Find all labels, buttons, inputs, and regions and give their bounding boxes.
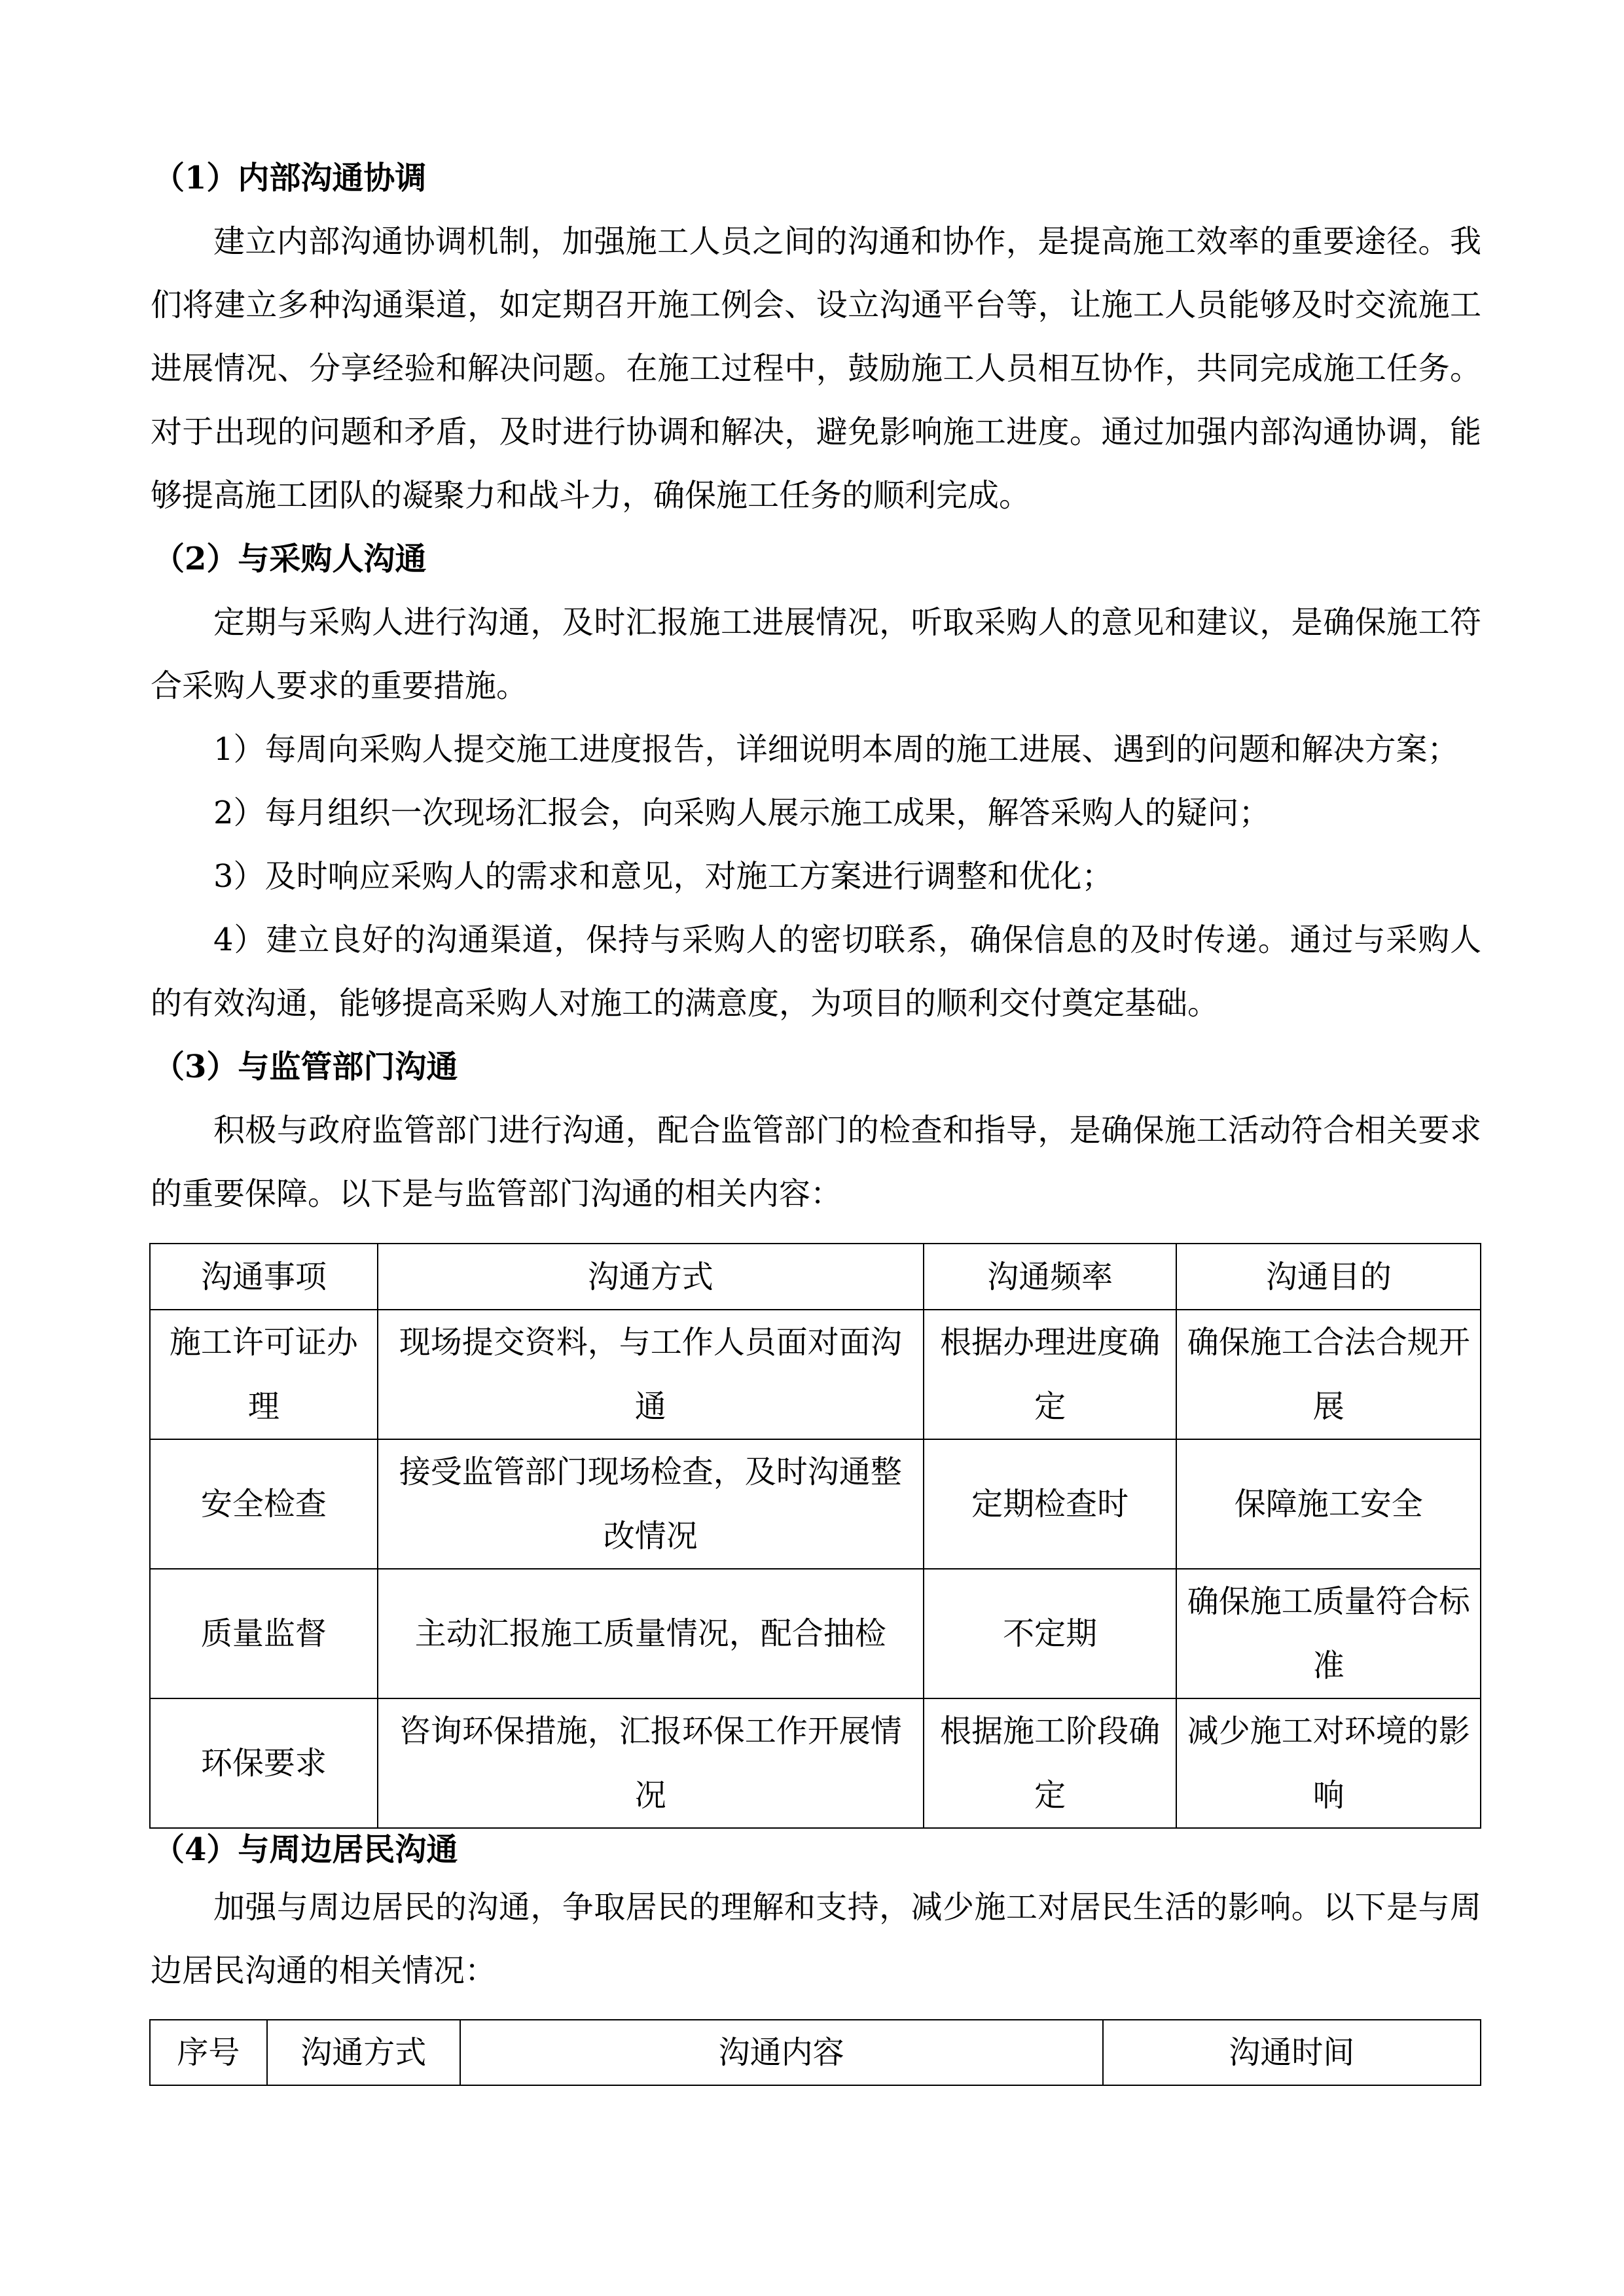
section-heading: （4）与周边居民沟通	[153, 1831, 458, 1868]
table-cell: 定期检查时	[924, 1439, 1177, 1569]
table-row	[150, 1569, 1481, 1698]
table-header-cell: 序号	[150, 2020, 267, 2085]
table-cell: 主动汇报施工质量情况，配合抽检	[378, 1569, 924, 1698]
table-cell: 安全检查	[150, 1439, 378, 1569]
table-header-cell: 沟通事项	[150, 1244, 378, 1310]
table-cell: 确保施工合法合规开展	[1176, 1310, 1481, 1439]
list-item: 3）及时响应采购人的需求和意见，对施工方案进行调整和优化；	[213, 858, 1113, 895]
table-header-cell: 沟通内容	[460, 2020, 1103, 2085]
table-header-cell: 沟通频率	[924, 1244, 1177, 1310]
table-row	[150, 1439, 1481, 1569]
table-row	[150, 1698, 1481, 1828]
table-header-row	[150, 1244, 1481, 1310]
table-cell: 施工许可证办理	[150, 1310, 378, 1439]
regulator-communication-table	[149, 1243, 1481, 1829]
table-cell: 接受监管部门现场检查，及时沟通整改情况	[378, 1439, 924, 1569]
table-header-row	[150, 2020, 1481, 2085]
section-heading: （3）与监管部门沟通	[153, 1049, 458, 1085]
section-heading: （1）内部沟通协调	[153, 160, 427, 196]
table-cell: 确保施工质量符合标准	[1176, 1569, 1481, 1698]
paragraph: 积极与政府监管部门进行沟通，配合监管部门的检查和指导，是确保施工活动符合相关要求的重要保障。以下是与监管部门沟通的相关内容：	[151, 1112, 1481, 1212]
table-cell: 保障施工安全	[1176, 1439, 1481, 1569]
table-cell: 根据办理进度确定	[924, 1310, 1177, 1439]
resident-communication-table	[149, 2019, 1481, 2086]
paragraph: 定期与采购人进行沟通，及时汇报施工进展情况，听取采购人的意见和建议，是确保施工符合采购人要求的重要措施。	[151, 604, 1481, 704]
table-cell: 咨询环保措施，汇报环保工作开展情况	[378, 1698, 924, 1828]
document-page	[151, 147, 1481, 2086]
table-header-cell: 沟通目的	[1176, 1244, 1481, 1310]
table-row	[150, 1310, 1481, 1439]
table-cell: 现场提交资料，与工作人员面对面沟通	[378, 1310, 924, 1439]
paragraph: 建立内部沟通协调机制，加强施工人员之间的沟通和协作，是提高施工效率的重要途径。我们将建立多种沟通渠道，如定期召开施工例会、设立沟通平台等，让施工人员能够及时交流施工进展情况、分享经验和解决问题。在施工过程中，鼓励施工人员相互协作，共同完成施工任务。对于出现的问题和矛盾，及时进行协调和解决，避免影响施工进度。通过加强内部沟通协调，能够提高施工团队的凝聚力和战斗力，确保施工任务的顺利完成。	[151, 223, 1481, 514]
table-cell: 不定期	[924, 1569, 1177, 1698]
table-header-cell: 沟通方式	[267, 2020, 460, 2085]
table-header-cell: 沟通方式	[378, 1244, 924, 1310]
list-item: 1）每周向采购人提交施工进度报告，详细说明本周的施工进展、遇到的问题和解决方案；	[213, 731, 1459, 768]
paragraph: 加强与周边居民的沟通，争取居民的理解和支持，减少施工对居民生活的影响。以下是与周边居民沟通的相关情况：	[151, 1889, 1481, 1989]
table-cell: 根据施工阶段确定	[924, 1698, 1177, 1828]
list-item: 2）每月组织一次现场汇报会，向采购人展示施工成果，解答采购人的疑问；	[213, 795, 1271, 831]
table-cell: 质量监督	[150, 1569, 378, 1698]
table-cell: 减少施工对环境的影响	[1176, 1698, 1481, 1828]
table-cell: 环保要求	[150, 1698, 378, 1828]
list-item: 4）建立良好的沟通渠道，保持与采购人的密切联系，确保信息的及时传递。通过与采购人的有效沟通，能够提高采购人对施工的满意度，为项目的顺利交付奠定基础。	[151, 922, 1481, 1022]
section-heading: （2）与采购人沟通	[153, 541, 427, 577]
table-header-cell: 沟通时间	[1103, 2020, 1481, 2085]
